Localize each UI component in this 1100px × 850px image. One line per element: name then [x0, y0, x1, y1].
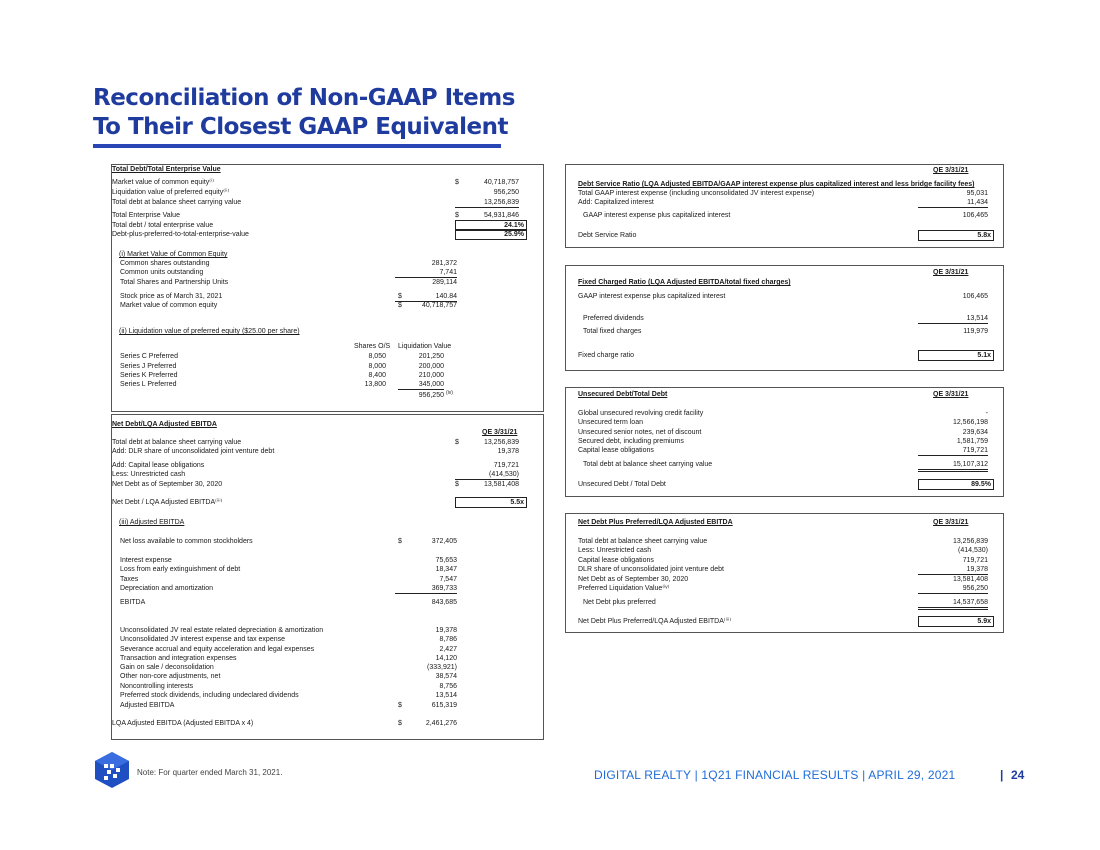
- mv-header: (i) Market Value of Common Equity: [119, 251, 228, 258]
- row-value: 281,372: [431, 260, 457, 267]
- row-value: 1,581,759: [956, 438, 988, 445]
- pref-label: Series L Preferred: [120, 381, 177, 388]
- row-value: (414,530): [455, 470, 519, 480]
- row-label: Total debt at balance sheet carrying value: [112, 439, 242, 446]
- row-value: 106,465: [962, 293, 988, 300]
- footer-separator: |: [1000, 768, 1004, 782]
- row-value: 8,756: [439, 683, 457, 690]
- row-value: 75,653: [435, 557, 457, 564]
- row-value: 13,514: [918, 314, 988, 324]
- row-label: Stock price as of March 31, 2021: [120, 293, 223, 300]
- row-label: Net Debt as of September 30, 2020: [578, 576, 689, 583]
- row-value: 54,931,846: [483, 212, 519, 219]
- row-label: DLR share of unconsolidated joint venture debt: [578, 566, 724, 573]
- row-label: Total debt at balance sheet carrying value: [578, 538, 708, 545]
- currency: $: [455, 481, 459, 488]
- row-value: 40,718,757: [421, 302, 457, 309]
- row-label: Total Shares and Partnership Units: [120, 279, 229, 286]
- currency: $: [398, 720, 402, 727]
- row-value: 14,120: [435, 655, 457, 662]
- row-value: 25.9%: [455, 229, 527, 240]
- pref-total-note: (iv): [446, 390, 453, 396]
- row-value: 239,634: [962, 429, 988, 436]
- pref-label: Series J Preferred: [120, 363, 177, 370]
- row-label: Fixed charge ratio: [578, 352, 635, 359]
- row-value: 13,256,839: [455, 198, 519, 208]
- title-line-2: To Their Closest GAAP Equivalent: [93, 114, 509, 140]
- row-value: 24.1%: [455, 220, 527, 231]
- currency: $: [398, 293, 402, 300]
- row-value: 38,574: [435, 673, 457, 680]
- row-value: 719,721: [918, 446, 988, 456]
- row-label: Less: Unrestricted cash: [578, 547, 652, 554]
- row-value: 119,979: [963, 328, 988, 335]
- row-value: 18,347: [435, 566, 457, 573]
- row-label: Capital lease obligations: [578, 557, 654, 564]
- row-label: Common shares outstanding: [120, 260, 210, 267]
- row-label: Total Enterprise Value: [112, 212, 180, 219]
- row-value: 956,250: [493, 189, 519, 196]
- row-label: Other non-core adjustments, net: [120, 673, 221, 680]
- row-label: Total debt / total enterprise value: [112, 222, 214, 229]
- row-value: 11,434: [918, 198, 988, 208]
- title-line-1: Reconciliation of Non-GAAP Items: [93, 85, 515, 111]
- row-value: 14,537,658: [918, 598, 988, 610]
- row-label: Preferred dividends: [583, 315, 644, 322]
- ndpp-header: Net Debt Plus Preferred/LQA Adjusted EBITDA: [578, 519, 733, 526]
- pref-shares: 8,050: [368, 353, 386, 360]
- row-value: 7,547: [439, 576, 457, 583]
- row-value: 372,405: [431, 538, 457, 545]
- row-label: Add: Capital lease obligations: [112, 462, 205, 469]
- row-label: Debt-plus-preferred-to-total-enterprise-value: [112, 231, 249, 238]
- row-value: 5.9x: [918, 616, 994, 627]
- currency: $: [455, 212, 459, 219]
- net-debt-col: QE 3/31/21: [482, 429, 518, 436]
- row-label: Total fixed charges: [583, 328, 642, 335]
- row-value: 19,378: [497, 448, 519, 455]
- row-value: 719,721: [493, 462, 519, 469]
- pref-total: 956,250: [418, 392, 444, 399]
- debt-ev-header: Total Debt/Total Enterprise Value: [112, 166, 221, 173]
- row-label: GAAP interest expense plus capitalized interest: [578, 293, 726, 300]
- row-value: 13,256,839: [952, 538, 988, 545]
- pref-label: Series C Preferred: [120, 353, 178, 360]
- row-value: 13,514: [435, 692, 457, 699]
- pref-col-liquidation: Liquidation Value: [398, 343, 452, 350]
- currency: $: [398, 702, 402, 709]
- row-label: Noncontrolling interests: [120, 683, 194, 690]
- fcr-header: Fixed Charged Ratio (LQA Adjusted EBITDA/total fixed charges): [578, 279, 791, 286]
- row-label: Severance accrual and equity acceleration and legal expenses: [120, 646, 315, 653]
- row-value: 2,461,276: [425, 720, 457, 727]
- row-label: Depreciation and amortization: [120, 585, 213, 592]
- row-label: Market value of common equity⁽ⁱ⁾: [112, 179, 214, 186]
- footer-text: DIGITAL REALTY | 1Q21 FINANCIAL RESULTS | APRIL 29, 2021: [594, 768, 956, 782]
- row-label: Add: DLR share of unconsolidated joint venture debt: [112, 448, 275, 455]
- row-label: Interest expense: [120, 557, 172, 564]
- fcr-col: QE 3/31/21: [933, 269, 969, 276]
- ebitda-header: (iii) Adjusted EBITDA: [119, 519, 185, 526]
- pref-col-shares: Shares O/S: [354, 343, 391, 350]
- row-label: Capital lease obligations: [578, 447, 654, 454]
- row-label: Global unsecured revolving credit facility: [578, 410, 704, 417]
- row-value: 12,566,198: [952, 419, 988, 426]
- dsr-header: Debt Service Ratio (LQA Adjusted EBITDA/GAAP interest expense plus capitalized interest and less bridge facility fees): [578, 181, 975, 188]
- row-label: Unsecured Debt / Total Debt: [578, 481, 666, 488]
- row-value: 13,581,408: [952, 576, 988, 583]
- row-label: Debt Service Ratio: [578, 232, 637, 239]
- pref-shares: 13,800: [364, 381, 386, 388]
- row-label: Total debt at balance sheet carrying value: [112, 199, 242, 206]
- row-value: 95,031: [966, 190, 988, 197]
- currency: $: [398, 538, 402, 545]
- pref-value: 201,250: [418, 353, 444, 360]
- row-value: (414,530): [958, 547, 988, 554]
- row-label: Preferred Liquidation Value⁽ⁱᵛ⁾: [578, 585, 670, 592]
- row-value: 843,685: [431, 599, 457, 606]
- pref-value: 345,000: [398, 380, 444, 390]
- row-value: -: [985, 410, 988, 417]
- row-value: 956,250: [918, 584, 988, 594]
- pref-value: 210,000: [418, 372, 444, 379]
- pref-shares: 8,000: [368, 363, 386, 370]
- row-label: Less: Unrestricted cash: [112, 471, 186, 478]
- row-label: Market value of common equity: [120, 302, 218, 309]
- row-label: LQA Adjusted EBITDA (Adjusted EBITDA x 4): [112, 720, 254, 727]
- row-value: 8,786: [439, 636, 457, 643]
- row-label: Add: Capitalized interest: [578, 199, 654, 206]
- pref-header: (ii) Liquidation value of preferred equity ($25.00 per share): [119, 328, 300, 335]
- net-debt-header: Net Debt/LQA Adjusted EBITDA: [112, 421, 217, 428]
- udtd-header: Unsecured Debt/Total Debt: [578, 391, 668, 398]
- row-value: 89.5%: [918, 479, 994, 490]
- row-value: 13,581,408: [483, 481, 519, 488]
- currency: $: [398, 302, 402, 309]
- row-value: 19,378: [435, 627, 457, 634]
- row-value: 7,741: [395, 268, 457, 278]
- row-label: Taxes: [120, 576, 139, 583]
- row-value: 5.8x: [918, 230, 994, 241]
- row-value: 615,319: [431, 702, 457, 709]
- row-label: Transaction and integration expenses: [120, 655, 237, 662]
- row-label: Secured debt, including premiums: [578, 438, 684, 445]
- row-value: 15,107,312: [918, 460, 988, 472]
- row-label: Unsecured senior notes, net of discount: [578, 429, 702, 436]
- row-label: Net Debt as of September 30, 2020: [112, 481, 223, 488]
- row-value: 106,465: [962, 212, 988, 219]
- row-value: 5.1x: [918, 350, 994, 361]
- pref-label: Series K Preferred: [120, 372, 178, 379]
- row-value: 140.84: [395, 292, 457, 302]
- row-label: Net loss available to common stockholders: [120, 538, 253, 545]
- page-title: [93, 84, 515, 142]
- row-label: Adjusted EBITDA: [120, 702, 175, 709]
- row-label: Gain on sale / deconsolidation: [120, 664, 214, 671]
- row-label: Net Debt Plus Preferred/LQA Adjusted EBITDA⁽ⁱⁱⁱ⁾: [578, 618, 732, 625]
- row-value: 13,256,839: [483, 439, 519, 446]
- row-label: Unsecured term loan: [578, 419, 643, 426]
- pref-value: 200,000: [418, 363, 444, 370]
- ndpp-col: QE 3/31/21: [933, 519, 969, 526]
- row-value: 289,114: [432, 279, 457, 286]
- row-label: Loss from early extinguishment of debt: [120, 566, 241, 573]
- row-value: 2,427: [439, 646, 457, 653]
- row-label: Common units outstanding: [120, 269, 204, 276]
- row-value: 369,733: [395, 584, 457, 594]
- dsr-col: QE 3/31/21: [933, 167, 969, 174]
- row-value: 19,378: [918, 565, 988, 575]
- row-label: Net Debt plus preferred: [583, 599, 656, 606]
- row-label: Total GAAP interest expense (including unconsolidated JV interest expense): [578, 190, 815, 197]
- row-label: EBITDA: [120, 599, 146, 606]
- row-value: 5.5x: [455, 497, 527, 508]
- row-label: Net Debt / LQA Adjusted EBITDA⁽ⁱⁱⁱ⁾: [112, 499, 223, 506]
- row-label: GAAP interest expense plus capitalized interest: [583, 212, 731, 219]
- footnote: Note: For quarter ended March 31, 2021.: [137, 768, 283, 777]
- page-number: 24: [1011, 768, 1025, 782]
- row-label: Total debt at balance sheet carrying value: [583, 461, 713, 468]
- title-underline: [93, 144, 501, 148]
- row-value: 40,718,757: [483, 179, 519, 186]
- currency: $: [455, 439, 459, 446]
- row-value: (333,921): [427, 664, 457, 671]
- pref-shares: 8,400: [368, 372, 386, 379]
- row-label: Unconsolidated JV interest expense and tax expense: [120, 636, 285, 643]
- udtd-col: QE 3/31/21: [933, 391, 969, 398]
- digital-realty-logo-icon: [95, 752, 129, 788]
- row-value: 719,721: [962, 557, 988, 564]
- row-label: Liquidation value of preferred equity⁽ⁱⁱ⁾: [112, 189, 230, 196]
- row-label: Unconsolidated JV real estate related depreciation & amortization: [120, 627, 324, 634]
- row-label: Preferred stock dividends, including undeclared dividends: [120, 692, 299, 699]
- currency: $: [455, 179, 459, 186]
